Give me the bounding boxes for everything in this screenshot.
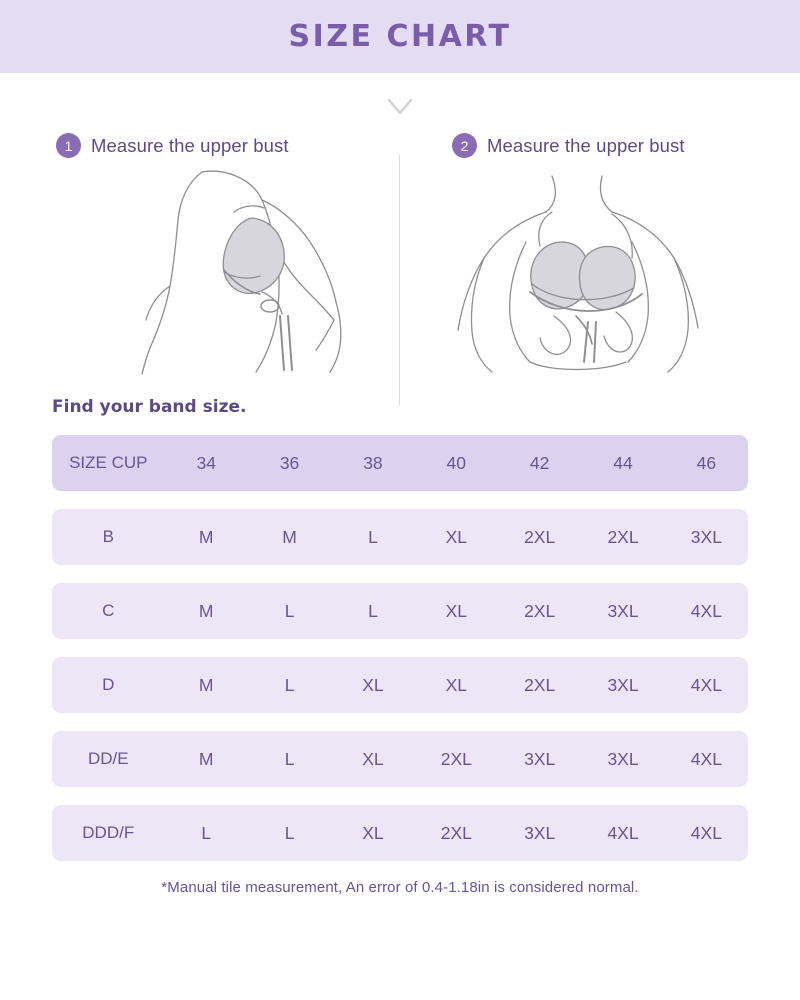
table-cell: M [198, 600, 214, 621]
table-row [52, 731, 748, 787]
table-header-row [52, 435, 748, 491]
step-1 [48, 133, 400, 381]
table-cell: L [284, 674, 295, 695]
table-cell: 2XL [440, 748, 472, 769]
size-table [52, 435, 748, 861]
table-cell: 3XL [524, 748, 556, 769]
table-cell: M [198, 748, 214, 769]
step-1-number: 1 [56, 133, 81, 158]
table-row [52, 509, 748, 565]
table-cell: XL [362, 748, 384, 769]
table-cell: 3XL [524, 822, 556, 843]
measure-steps [0, 133, 800, 381]
table-cell: 2XL [524, 526, 556, 547]
table-cell: L [284, 822, 295, 843]
table-cell: 2XL [524, 600, 556, 621]
column-header-44: 44 [613, 452, 633, 473]
chevron-down-container [0, 87, 800, 127]
table-cell: XL [445, 674, 467, 695]
step-1-label: Measure the upper bust [91, 134, 289, 156]
row-label-cup: DDD/F [82, 823, 135, 842]
table-cell: M [198, 674, 214, 695]
table-cell: 2XL [440, 822, 472, 843]
column-header-40: 40 [446, 452, 467, 473]
table-cell: 4XL [690, 674, 722, 695]
chevron-down-icon [387, 98, 413, 116]
column-header-46: 46 [696, 452, 717, 473]
step-1-header [48, 133, 400, 158]
table-cell: L [368, 600, 378, 621]
table-cell: 4XL [690, 822, 722, 843]
row-label-cup: D [102, 675, 115, 694]
step-2-number: 2 [452, 133, 477, 158]
table-cell: 4XL [690, 748, 722, 769]
table-cell: XL [445, 526, 467, 547]
table-cell: 3XL [690, 526, 722, 547]
table-row [52, 657, 748, 713]
table-cell: 3XL [607, 674, 639, 695]
table-cell: L [368, 526, 378, 547]
step-2 [400, 133, 752, 381]
page-header [0, 0, 800, 73]
table-cell: L [284, 748, 295, 769]
table-cell: XL [362, 822, 384, 843]
table-cell: XL [445, 600, 467, 621]
table-cell: M [282, 526, 297, 547]
row-label-cup: DD/E [87, 749, 129, 768]
row-label-cup: C [102, 601, 115, 620]
table-cell: 3XL [607, 600, 639, 621]
table-cell: L [284, 600, 295, 621]
table-cell: 4XL [690, 600, 722, 621]
row-label-cup: B [102, 527, 114, 546]
table-cell: XL [362, 674, 384, 695]
table-cell: M [198, 526, 214, 547]
table-cell: 2XL [607, 526, 639, 547]
band-size-heading: Find your band size. [52, 397, 247, 417]
column-header-34: 34 [196, 452, 216, 473]
table-cell: 2XL [524, 674, 556, 695]
column-header-38: 38 [363, 452, 383, 473]
step-2-label: Measure the upper bust [487, 134, 685, 156]
step-2-header [400, 133, 752, 158]
page-title: SIZE CHART [288, 19, 512, 54]
step-1-illustration [48, 166, 400, 381]
step-2-illustration [400, 166, 752, 381]
table-cell: 3XL [607, 748, 639, 769]
table-row [52, 805, 748, 861]
column-header-42: 42 [529, 452, 550, 473]
table-row [52, 583, 748, 639]
column-header-36: 36 [279, 452, 300, 473]
table-cell: L [201, 822, 212, 843]
footnote: *Manual tile measurement, An error of 0.4-1.18in is considered normal. [161, 879, 639, 896]
column-header-size-cup: SIZE CUP [69, 453, 148, 472]
table-cell: 4XL [607, 822, 639, 843]
